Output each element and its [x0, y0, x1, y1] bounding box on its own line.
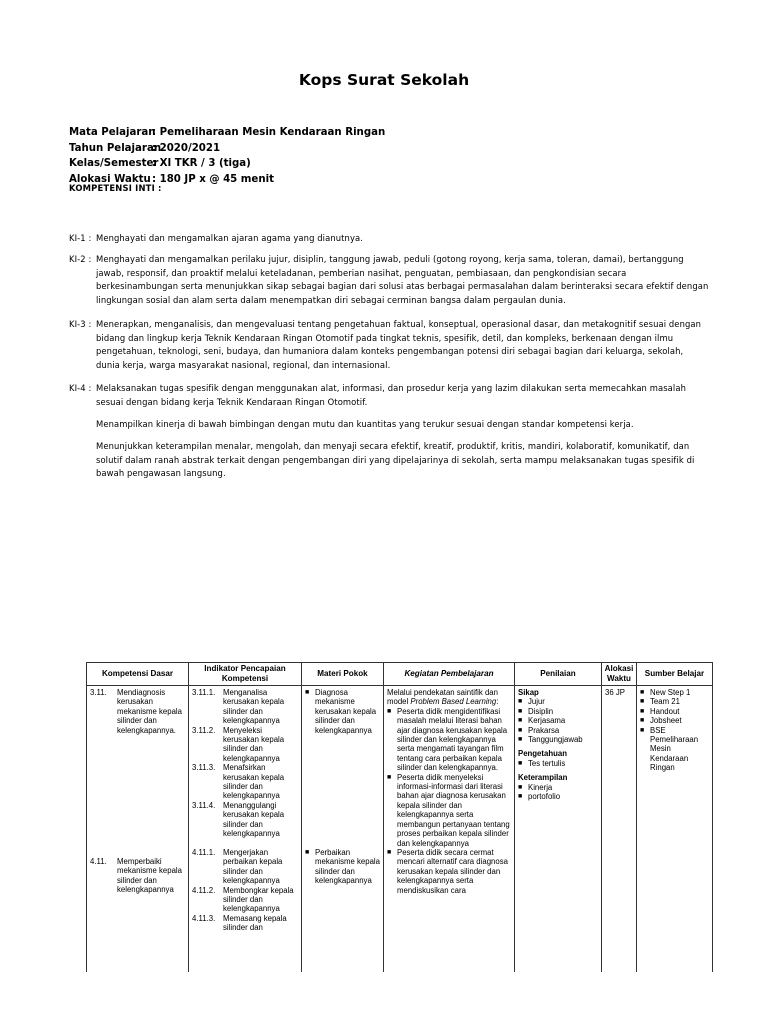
penilaian-keterampilan-heading: Keterampilan	[518, 773, 568, 783]
info-row-class	[69, 156, 385, 172]
sumber-item: ■ Jobsheet	[640, 716, 682, 726]
indicator-text: Memasang kepala silinder dan	[223, 913, 287, 933]
header-materi-pokok: Materi Pokok	[302, 663, 384, 686]
info-value: : Pemeliharaan Mesin Kendaraan Ringan	[152, 127, 386, 138]
info-label: Kelas/Semester	[69, 158, 159, 169]
info-row-year	[69, 141, 385, 157]
bullet-icon: ■	[518, 783, 523, 791]
indicator-number: 4.11.2.	[192, 885, 216, 895]
ki-text: Menghayati dan mengamalkan perilaku jujur, disiplin, tanggung jawab, peduli (gotong royong, kerja sama, toleran, damai), bertanggung jawab, responsif, dan proaktif melalui keteladanan, pemberian nasihat, penguatan, pembiasaan, dan pengkondisian secara berkesinambungan serta menunjukkan sikap sebagai bagian dari solusi atas berbagai permasalahan dalam berinteraksi secara efektif dengan lingkungan sosial dan alam serta dalam menempatkan diri sebagai cerminan bangsa dalam pergaulan dunia.	[96, 254, 709, 305]
indicator-item	[192, 726, 298, 764]
indicator-text: Menganalisa kerusakan kepala silinder dan kelengkapannya	[223, 688, 285, 726]
ki-code: KI-4 :	[69, 383, 92, 393]
bullet-icon: ■	[387, 707, 392, 715]
ki-text: Melaksanakan tugas spesifik dengan menggunakan alat, informasi, dan prosedur kerja yang lazim dilakukan serta memecahkan masalah sesuai dengan bidang kerja Teknik Kendaraan Ringan Otomotif.	[96, 383, 686, 407]
kegiatan-item	[387, 848, 511, 895]
cell-penilaian	[515, 686, 602, 973]
kd-number: 4.11.	[90, 857, 107, 867]
table-header-row	[87, 663, 713, 686]
header-sumber-belajar: Sumber Belajar	[637, 663, 713, 686]
kd-item	[90, 688, 185, 735]
ki-4-paragraph	[69, 382, 709, 409]
ki-1-paragraph	[69, 232, 709, 246]
header-kompetensi-dasar: Kompetensi Dasar	[87, 663, 189, 686]
ki-4-extra-paragraph: Menunjukkan keterampilan menalar, mengolah, dan menyaji secara efektif, kreatif, produktif, kritis, mandiri, kolaboratif, komunikatif, dan solutif dalam ranah abstrak terkait dengan pengembangan diri yang dipelajarinya di sekolah, serta mampu melaksanakan tugas spesifik di bawah pengawasan langsung.	[96, 441, 695, 479]
sumber-item: ■ Handout	[640, 706, 680, 716]
indicator-text: Menyeleksi kerusakan kepala silinder dan kelengkapannya	[223, 725, 285, 763]
kd-number: 3.11.	[90, 688, 107, 697]
info-row-subject	[69, 125, 385, 141]
indicator-item	[192, 763, 298, 801]
indicator-text: Mengerjakan perbaikan kepala silinder dan kelengkapannya	[223, 847, 283, 886]
ki-3-paragraph	[69, 318, 709, 372]
kegiatan-text: Peserta didik secara cermat mencari alternatif cara diagnosa kerusakan kepala silinder dan kelengkapannya serta mendiskusikan cara	[397, 847, 508, 895]
bullet-icon: ■	[387, 848, 392, 856]
materi-text: Diagnosa mekanisme kerusakan kepala silinder dan kelengkapannya	[315, 688, 377, 735]
ki-code: KI-1 :	[69, 233, 92, 243]
bullet-icon: ■	[518, 707, 523, 715]
info-label: Alokasi Waktu	[69, 173, 151, 185]
ki-4-extra-paragraph: Menampilkan kinerja di bawah bimbingan dengan mutu dan kuantitas yang terukur sesuai dengan standar kompetensi kerja.	[96, 419, 634, 429]
bullet-icon: ■	[640, 689, 645, 696]
bullet-icon: ■	[518, 736, 523, 744]
info-value: : 2020/2021	[152, 142, 221, 154]
cell-materi-pokok	[302, 686, 384, 973]
bullet-icon: ■	[518, 759, 523, 767]
kd-text: Mendiagnosis kerusakan mekanisme kepala silinder dan kelengkapannya.	[117, 688, 183, 735]
indicator-number: 3.11.2.	[192, 725, 216, 735]
penilaian-item: ■ Tes tertulis	[518, 758, 566, 768]
header-kegiatan: Kegiatan Pembelajaran	[384, 663, 515, 686]
ki-2-paragraph	[69, 253, 709, 307]
penilaian-item: ■ Jujur	[518, 697, 545, 707]
bullet-icon: ■	[518, 793, 523, 801]
bullet-icon: ■	[640, 726, 645, 734]
bullet-icon: ■	[518, 726, 523, 734]
ki-text: Menghayati dan mengamalkan ajaran agama yang dianutnya.	[96, 233, 363, 243]
indicator-number: 3.11.3.	[192, 763, 216, 773]
sumber-item: ■ BSE Pemeliharaan Mesin Kendaraan Ringan	[640, 725, 699, 773]
indicator-item	[192, 688, 298, 726]
header-indikator: Indikator Pencapaian Kompetensi	[189, 663, 302, 686]
kegiatan-text: Peserta didik mengidentifikasi masalah melalui literasi bahan ajar diagnosa kerusakan kepala silinder dan kelengkapannya serta mengamati tayangan film tentang cara perbaikan kepala silinder dan kelengkapannya.	[397, 706, 508, 773]
indicator-text: Membongkar kepala silinder dan kelengkapannya	[223, 885, 294, 914]
core-competence-heading: KOMPETENSI INTI :	[69, 183, 162, 193]
cell-kompetensi-dasar	[87, 686, 189, 973]
competence-table	[86, 662, 713, 972]
cell-kegiatan	[384, 686, 515, 973]
cell-alokasi-waktu: 36 JP	[602, 686, 637, 973]
kegiatan-intro: Melalui pendekatan saintifik dan model Problem Based Learning:	[387, 688, 499, 707]
kegiatan-item	[387, 707, 511, 773]
header-alokasi-waktu: Alokasi Waktu	[602, 663, 637, 686]
page-title: Kops Surat Sekolah	[298, 71, 470, 89]
penilaian-pengetahuan-heading: Pengetahuan	[518, 749, 567, 759]
ki-code: KI-2 :	[69, 254, 92, 264]
penilaian-item: ■ Disiplin	[518, 706, 554, 716]
indicator-item	[192, 848, 298, 886]
indicator-number: 3.11.1.	[192, 688, 216, 697]
indicator-number: 4.11.3.	[192, 913, 216, 923]
header-penilaian: Penilaian	[515, 663, 602, 686]
bullet-icon: ■	[387, 773, 392, 781]
bullet-icon: ■	[640, 698, 645, 706]
info-value: : 180 JP x @ 45 menit	[152, 173, 274, 185]
bullet-icon: ■	[640, 707, 645, 715]
indicator-item	[192, 886, 298, 914]
sumber-item: ■ New Step 1	[640, 688, 691, 697]
cell-indikator	[189, 686, 302, 973]
kegiatan-item	[387, 773, 511, 848]
indicator-text: Menanggulangi kerusakan kepala silinder dan kelengkapannya	[223, 800, 285, 839]
materi-item	[305, 688, 380, 735]
penilaian-item: ■ Kinerja	[518, 782, 553, 792]
model-name: Problem Based Learning	[410, 697, 497, 707]
ki-text: Menerapkan, menganalisis, dan mengevaluasi tentang pengetahuan faktual, konseptual, operasional dasar, dan metakognitif sesuai dengan bidang dan lingkup kerja Teknik Kendaraan Ringan Otomotif pada tingkat teknis, spesifik, detil, dan kompleks, berkenaan dengan ilmu pengetahuan, teknologi, seni, budaya, dan humaniora dalam konteks pengembangan potensi diri sebagai bagian dari keluarga, sekolah, dunia kerja, warga masyarakat nasional, regional, dan internasional.	[96, 319, 702, 370]
indicator-item	[192, 801, 298, 839]
course-info-block	[69, 125, 385, 187]
indicator-number: 4.11.1.	[192, 847, 216, 857]
info-value: : XI TKR / 3 (tiga)	[152, 158, 251, 169]
penilaian-sikap-heading: Sikap	[518, 688, 539, 697]
penilaian-item: ■ portofolio	[518, 792, 561, 802]
penilaian-item: ■ Tanggungjawab	[518, 735, 583, 745]
ki-code: KI-3 :	[69, 319, 92, 329]
kd-text: Memperbaiki mekanisme kepala silinder dan kelengkapannya	[117, 857, 183, 895]
penilaian-item: ■ Kerjasama	[518, 716, 566, 726]
bullet-icon: ■	[305, 689, 310, 696]
sumber-item: ■ Team 21	[640, 697, 680, 707]
table-row	[87, 686, 713, 973]
kd-item	[90, 857, 185, 895]
indicator-item	[192, 914, 298, 933]
info-label: Mata Pelajaran	[69, 127, 156, 138]
bullet-icon: ■	[518, 698, 523, 706]
info-label: Tahun Pelajaran	[69, 142, 162, 154]
materi-item	[305, 848, 380, 886]
bullet-icon: ■	[305, 849, 310, 857]
bullet-icon: ■	[640, 717, 645, 725]
bullet-icon: ■	[518, 717, 523, 725]
indicator-text: Menafsirkan kerusakan kepala silinder dan kelengkapannya	[223, 763, 285, 801]
penilaian-item: ■ Prakarsa	[518, 725, 560, 735]
materi-text: Perbaikan mekanisme kepala silinder dan kelengkapannya	[315, 848, 381, 886]
cell-sumber-belajar	[637, 686, 713, 973]
kegiatan-text: Peserta didik menyeleksi informasi-informasi dari literasi bahan ajar diagnosa kerusakan kepala silinder dan kelengkapannya serta membangun pertanyaan tentang proses perbaikan kepala silinder dan kelengkapannya	[397, 772, 510, 848]
indicator-number: 3.11.4.	[192, 800, 216, 810]
